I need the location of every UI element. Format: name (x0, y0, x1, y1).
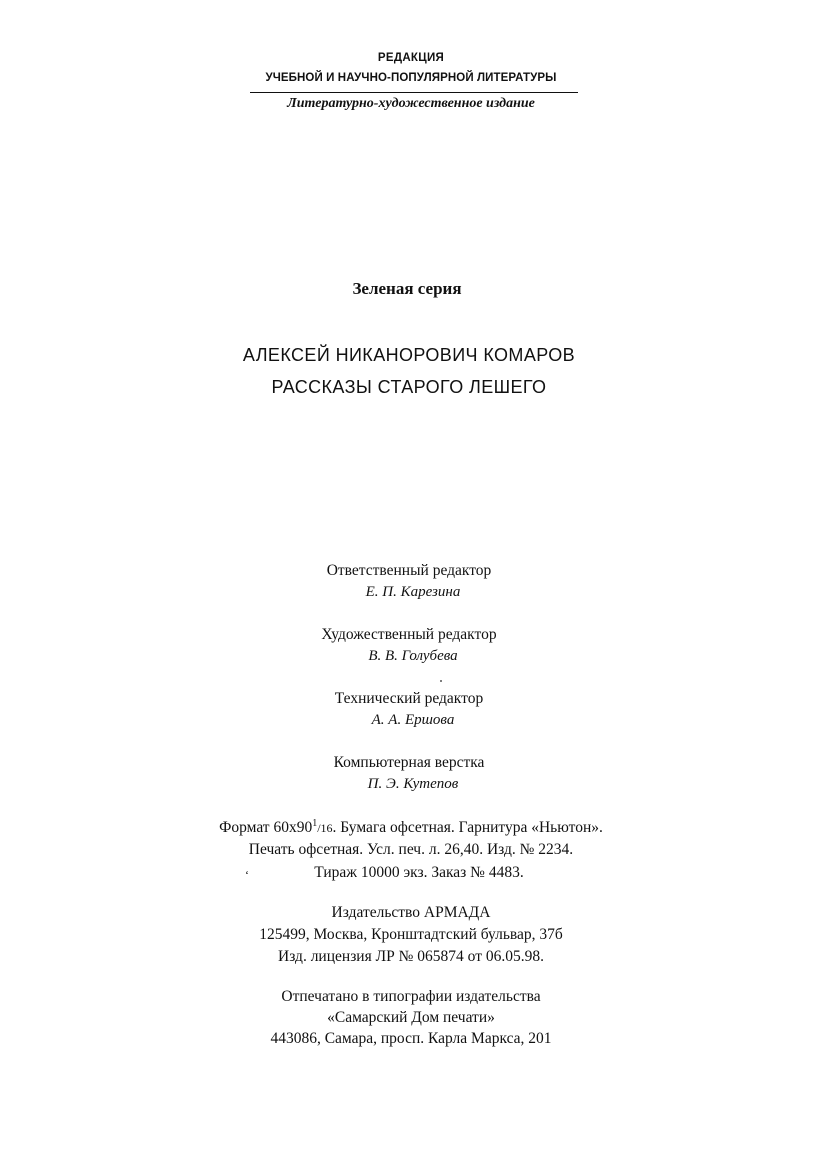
printer-address: 443086, Самара, просп. Карла Маркса, 201 (270, 1030, 552, 1047)
publisher-name: Издательство АРМАДА (331, 904, 491, 921)
series-title: Зеленая серия (352, 279, 462, 298)
format-frac: /16 (317, 821, 333, 835)
credit-role-technical-editor: Технический редактор (334, 690, 484, 707)
publisher-license: Изд. лицензия ЛР № 065874 от 06.05.98. (278, 948, 544, 965)
print-line: Печать офсетная. Усл. печ. л. 26,40. Изд. № 2234. (248, 841, 574, 858)
credit-role-layout: Компьютерная верстка (333, 754, 485, 771)
print-run-line: Тираж 10000 экз. Заказ № 4483. (314, 864, 524, 881)
author-name: АЛЕКСЕЙ НИКАНОРОВИЧ КОМАРОВ (242, 345, 576, 365)
editorial-office-label: РЕДАКЦИЯ (377, 52, 445, 64)
credit-name-layout: П. Э. Кутепов (367, 776, 459, 792)
edition-type: Литературно-художественное издание (287, 96, 535, 111)
credit-role-art-editor: Художественный редактор (321, 626, 497, 643)
credit-name-art-editor: В. В. Голубева (368, 648, 458, 664)
credit-role-responsible-editor: Ответственный редактор (326, 562, 492, 579)
format-suffix: . Бумага офсетная. Гарнитура «Ньютон». (332, 819, 603, 836)
format-prefix: Формат 60x90 (219, 819, 313, 836)
format-line (4, 818, 814, 837)
speck (440, 680, 442, 682)
header-divider (250, 92, 578, 93)
credit-name-responsible-editor: Е. П. Карезина (365, 584, 461, 600)
format-sup: 1 (312, 818, 318, 829)
stray-mark: ʻ (245, 868, 249, 882)
editorial-office-name: УЧЕБНОЙ И НАУЧНО-ПОПУЛЯРНОЙ ЛИТЕРАТУРЫ (265, 72, 557, 84)
credit-name-technical-editor: А. А. Ершова (371, 712, 455, 728)
book-title: РАССКАЗЫ СТАРОГО ЛЕШЕГО (271, 377, 547, 397)
printer-intro: Отпечатано в типографии издательства (281, 988, 541, 1005)
publisher-address: 125499, Москва, Кронштадтский бульвар, 37б (259, 926, 563, 943)
printer-name: «Самарский Дом печати» (327, 1009, 495, 1026)
